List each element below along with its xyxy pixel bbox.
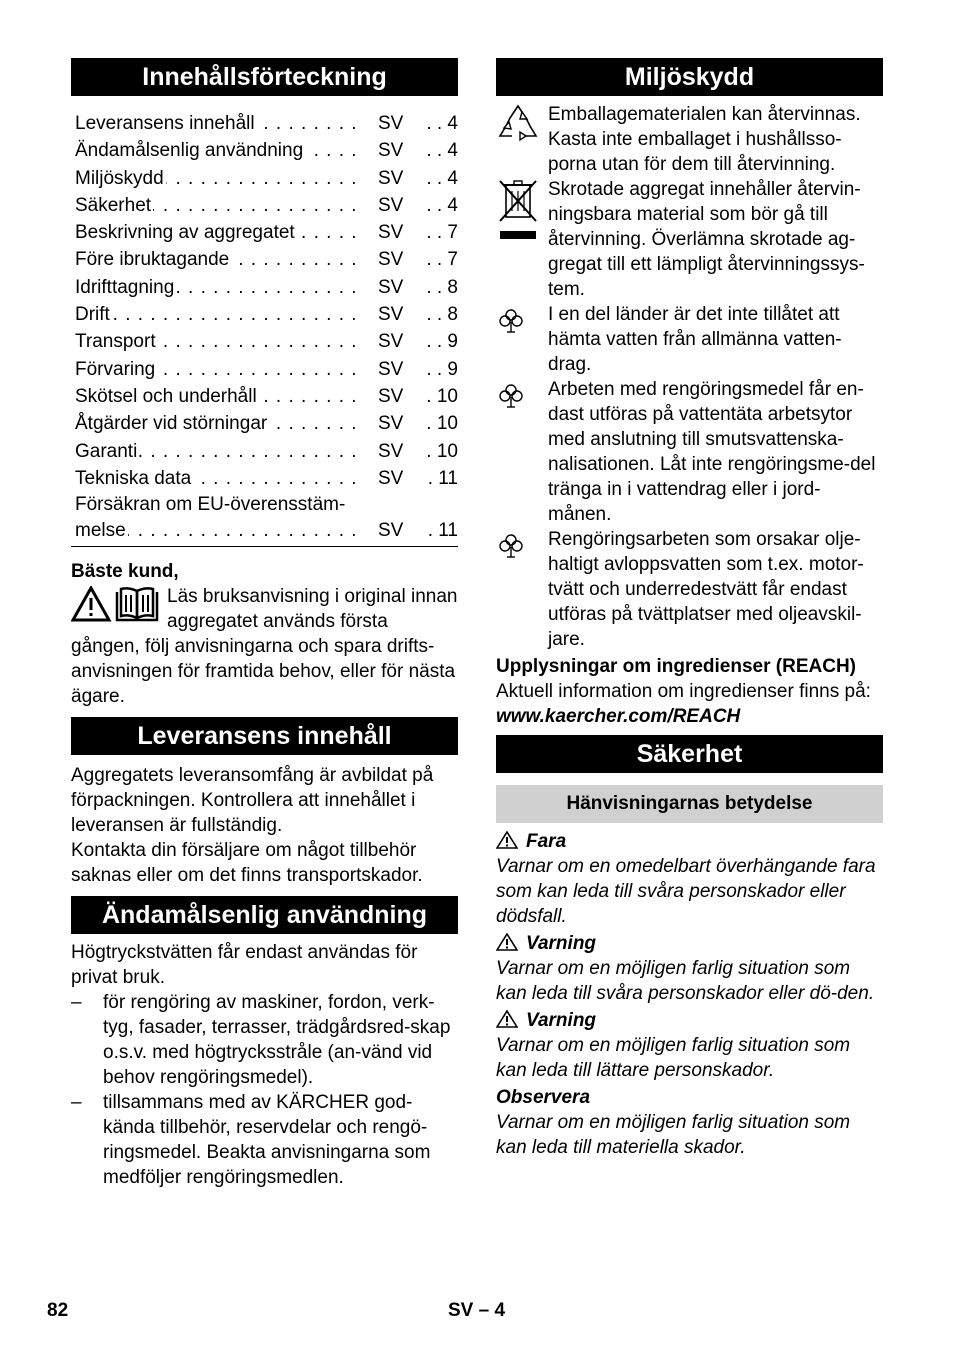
environment-leaf-icon [496,377,548,527]
toc-entry-title: Drift . . . [75,301,358,328]
toc-entry-lang: SV [378,440,404,462]
environment-item: Rengöringsarbeten som orsakar olje-haltigt avloppsvatten som t.ex. motor-tvätt och underredestvätt får endast utföras på tvättplatser med oljeavskil-jare. [496,527,883,652]
toc-row[interactable] [75,328,458,355]
toc-entry-title: Förvaring . . . [75,356,358,383]
toc-row[interactable] [75,246,458,273]
toc-heading: Innehållsförteckning [71,58,458,96]
toc-entry-title-line: Försäkran om EU-överensstäm- [75,494,346,516]
warning-label: Varning [526,933,597,954]
warning-text: Varnar om en möjligen farlig situation som kan leda till lättare personskador. [496,1035,851,1081]
environment-leaf-icon [496,527,548,652]
reach-paragraph: Aktuell information om ingredienser finns på: [496,681,871,702]
toc-row[interactable] [75,137,458,164]
environment-leaf-icon [496,302,548,377]
toc-entry-lang: SV [378,249,404,271]
toc-entry-lang: SV [378,467,404,489]
toc-entry-title: Säkerhet . . . [75,192,358,219]
toc-row[interactable] [75,383,458,410]
warning-list [496,829,883,1160]
toc-entry-lang: SV [378,167,404,189]
toc-entry-title: Miljöskydd . . . [75,165,358,192]
toc-entry-title: Idrifttagning . . . [75,274,358,301]
warning-manual-icon [71,586,159,631]
toc-entry-title: Garanti . . . [75,438,358,465]
toc-entry-lang: SV [378,331,404,353]
toc-entry-page: . . 4 [426,167,458,189]
toc-entry-title: Beskrivning av aggregatet . . . [75,219,358,246]
toc-entry-lang: SV [378,358,404,380]
environment-item: I en del länder är det inte tillåtet att hämta vatten från allmänna vatten-drag. [496,302,883,377]
toc-row[interactable] [75,219,458,246]
delivery-paragraph-1: Aggregatets leveransomfång är avbildat på förpackningen. Kontrollera att innehållet i leveransen är fullständig. [71,765,434,837]
toc-entry-page: . . 8 [426,304,458,326]
environment-item: Emballagematerialen kan återvinnas. Kasta inte emballaget i hushållsso-porna utan för dem till återvinning. [496,102,883,177]
toc-row[interactable] [75,410,458,437]
meaning-heading: Hänvisningarnas betydelse [496,785,883,823]
use-list [71,990,458,1190]
toc-row[interactable] [75,438,458,465]
toc-entry-page: . 10 [426,440,458,462]
toc-entry-title: Skötsel och underhåll . . . [75,383,358,410]
toc-row[interactable] [75,110,458,137]
toc-row[interactable] [75,465,458,492]
warning-triangle-icon [496,831,526,852]
toc-entry-lang: SV [378,520,404,542]
toc-entry-title: Transport . . . [75,328,358,355]
toc-entry-title: Åtgärder vid störningar . . . [75,410,358,437]
toc-entry-page: . 11 [427,467,458,489]
safety-heading: Säkerhet [496,735,883,773]
page-number: 82 [47,1300,69,1321]
intro-block [71,584,458,709]
environment-heading: Miljöskydd [496,58,883,96]
warning-item [496,931,883,1006]
delivery-heading: Leveransens innehåll [71,717,458,755]
toc-entry-lang: SV [378,385,404,407]
warning-triangle-icon [496,1010,526,1031]
toc-entry-lang: SV [378,140,404,162]
toc-row[interactable] [75,517,458,544]
toc-entry-title: melse . . . [75,517,358,544]
toc-entry-lang: SV [378,194,404,216]
reach-heading: Upplysningar om ingredienser (REACH) [496,656,856,677]
environment-item: Skrotade aggregat innehåller återvin-ningsbara material som bör gå till återvinning. Överlämna skrotade ag-gregat till ett lämpligt återvinningssys-tem. [496,177,883,302]
recycle-icon [496,102,548,177]
toc-entry-title: Ändamålsenlig användning . . . [75,137,358,164]
reach-link[interactable]: www.kaercher.com/REACH [496,706,741,727]
greeting: Bäste kund, [71,561,179,583]
warning-label: Varning [526,1010,597,1031]
toc-entry-page: . 11 [427,520,458,542]
warning-label: Observera [496,1087,591,1108]
toc-entry-lang: SV [378,222,404,244]
warning-item [496,829,883,929]
toc-entry-page: . . 9 [426,358,458,380]
toc-row[interactable] [75,356,458,383]
warning-text: Varnar om en omedelbart överhängande fara som kan leda till svåra personskador eller dödsfall. [496,856,876,927]
warning-item [496,1085,883,1160]
use-paragraph: Högtryckstvätten får endast användas för privat bruk. [71,942,418,989]
intro-text: Läs bruksanvisning i original innan aggregatet används första gången, följ anvisningarna och spara drifts-anvisningen för framtida behov, eller för nästa ägare. [71,586,458,708]
page-label: SV – 4 [448,1300,506,1321]
table-of-contents [75,110,458,544]
toc-entry-page: . . 4 [426,140,458,162]
toc-entry-lang: SV [378,113,404,134]
toc-entry-title: Före ibruktagande . . . [75,246,358,273]
toc-entry-title: Leveransens innehåll . . . [75,110,358,137]
toc-row[interactable] [75,165,458,192]
right-column [496,58,883,1160]
environment-list [496,102,883,652]
toc-entry-page: . . 8 [426,276,458,298]
environment-item: Arbeten med rengöringsmedel får en-dast utföras på vattentäta arbetsytor med anslutning till smutsvattenska-nalisationen. Låt inte rengöringsme-del tränga in i vattendrag eller i jord-månen. [496,377,883,527]
left-column [71,58,458,1190]
toc-entry-page: . . 4 [426,113,458,134]
list-item: – för rengöring av maskiner, fordon, verk-tyg, fasader, terrasser, trädgårdsred-skap o.s.v. med högtrycksstråle (an-vänd vid behov rengöringsmedel). [71,992,451,1089]
toc-entry-lang: SV [378,304,404,326]
warning-text: Varnar om en möjligen farlig situation som kan leda till materiella skador. [496,1112,851,1158]
toc-entry-page: . . 7 [426,249,458,271]
delivery-paragraph-2: Kontakta din försäljare om något tillbehör saknas eller om det finns transportskador. [71,840,423,887]
toc-entry-page: . 10 [426,413,458,435]
toc-entry-page: . . 4 [426,194,458,216]
toc-row[interactable] [75,274,458,301]
list-item: – tillsammans med av KÄRCHER god-kända tillbehör, reservdelar och rengö-ringsmedel. Beakta anvisningarna som medföljer rengöringsmedlen. [71,1092,431,1189]
toc-entry-page: . . 9 [426,331,458,353]
crossed-bin-icon [496,177,548,302]
toc-row[interactable] [75,192,458,219]
toc-divider [71,546,458,547]
warning-text: Varnar om en möjligen farlig situation som kan leda till svåra personskador eller dö-den. [496,958,875,1004]
warning-item [496,1008,883,1083]
toc-row[interactable] [75,301,458,328]
warning-triangle-icon [496,933,526,954]
toc-entry-lang: SV [378,276,404,298]
toc-entry-title: Tekniska data . . . [75,465,358,492]
toc-entry-page: . 10 [426,385,458,407]
toc-entry-page: . . 7 [426,222,458,244]
warning-label: Fara [526,831,567,852]
toc-entry-lang: SV [378,413,404,435]
use-heading: Ändamålsenlig användning [71,896,458,934]
